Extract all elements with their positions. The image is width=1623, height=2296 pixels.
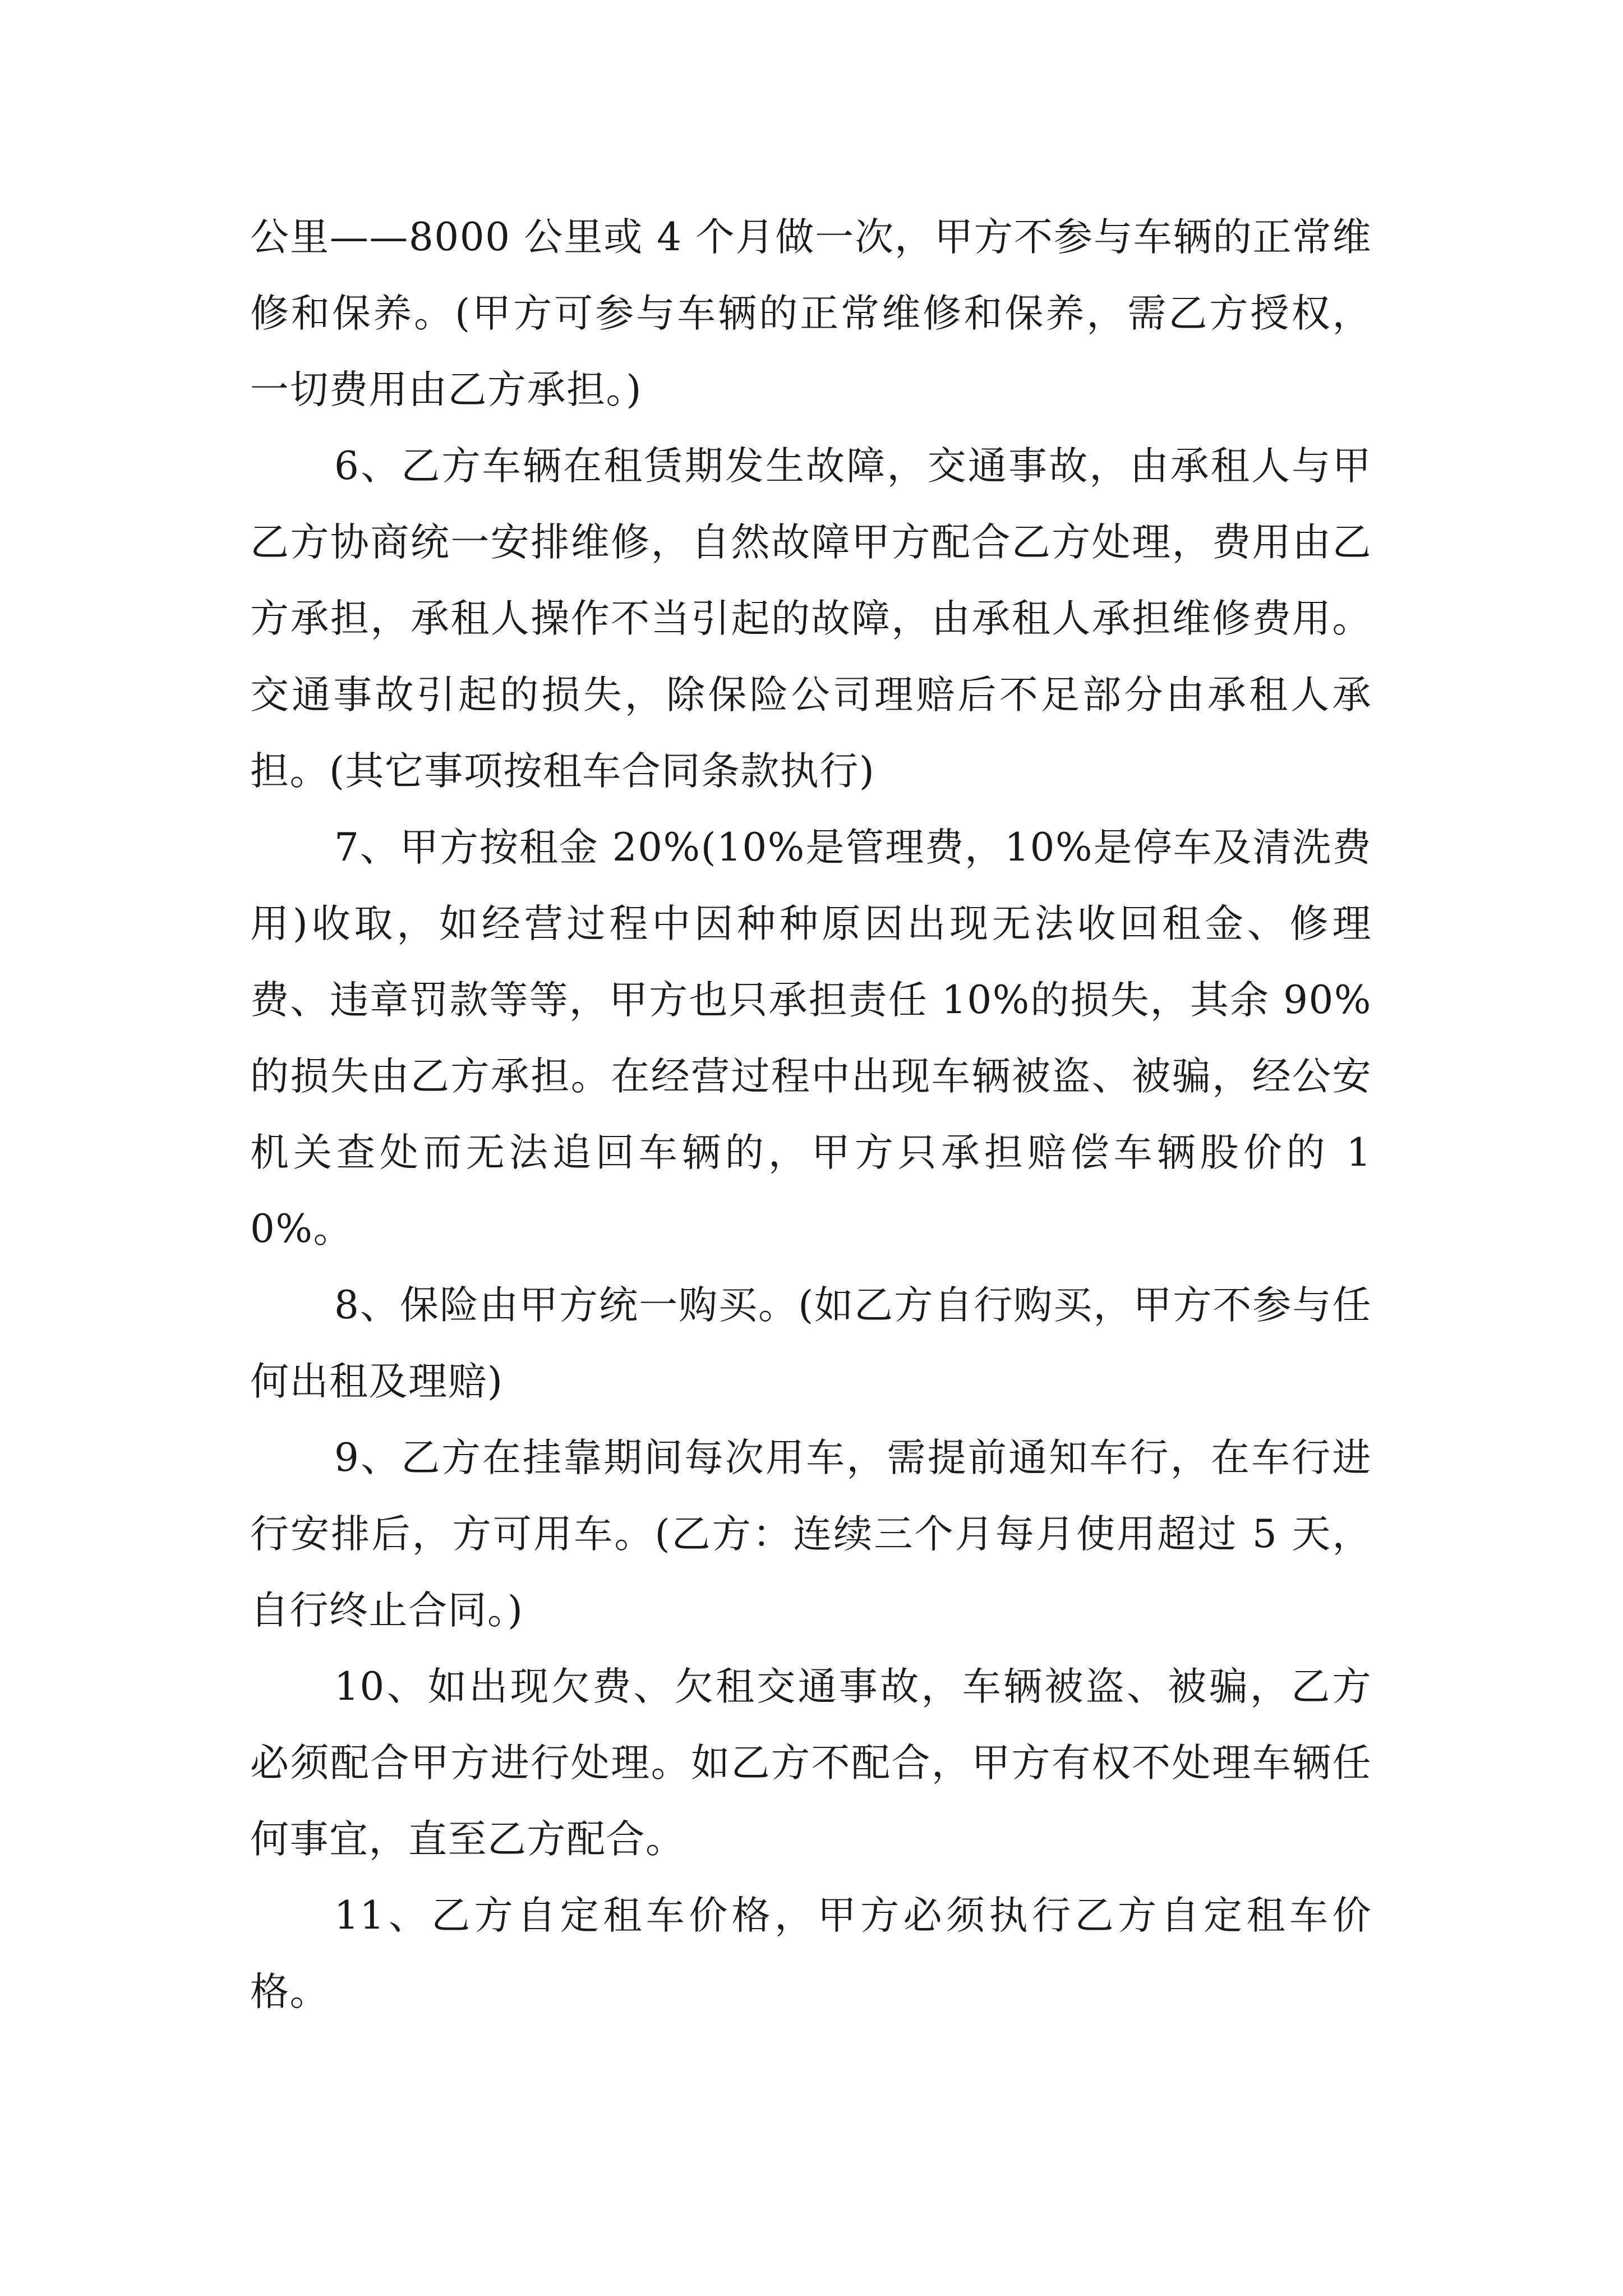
paragraph-clause-7: 7、甲方按租金 20%(10%是管理费，10%是停车及清洗费用)收取，如经营过程中因种种原因出现无法收回租金、修理费、违章罚款等等，甲方也只承担责任 10%的损失，其余 90%的损失由乙方承担。在经营过程中出现车辆被盗、被骗，经公安机关查处而无法追回车辆的，甲方只承担赔偿车辆股价的 10%。: [250, 825, 1372, 1251]
paragraph-clause-11: 11、乙方自定租车价格，甲方必须执行乙方自定租车价格。: [250, 1893, 1372, 2014]
paragraph-clause-9: 9、乙方在挂靠期间每次用车，需提前通知车行，在车行进行安排后，方可用车。(乙方：连续三个月每月使用超过 5 天，自行终止合同。): [250, 1435, 1372, 1633]
paragraph-clause-6: 6、乙方车辆在租赁期发生故障，交通事故，由承租人与甲乙方协商统一安排维修，自然故障甲方配合乙方处理，费用由乙方承担，承租人操作不当引起的故障，由承租人承担维修费用。交通事故引起的损失，除保险公司理赔后不足部分由承租人承担。(其它事项按租车合同条款执行): [250, 444, 1372, 794]
paragraph-continuation: 公里——8000 公里或 4 个月做一次，甲方不参与车辆的正常维修和保养。(甲方可参与车辆的正常维修和保养，需乙方授权，一切费用由乙方承担。): [250, 215, 1372, 412]
paragraph-clause-8: 8、保险由甲方统一购买。(如乙方自行购买，甲方不参与任何出租及理赔): [250, 1283, 1372, 1404]
document-body: [250, 199, 1372, 2030]
paragraph-clause-10: 10、如出现欠费、欠租交通事故，车辆被盗、被骗，乙方必须配合甲方进行处理。如乙方不配合，甲方有权不处理车辆任何事宜，直至乙方配合。: [250, 1664, 1372, 1862]
